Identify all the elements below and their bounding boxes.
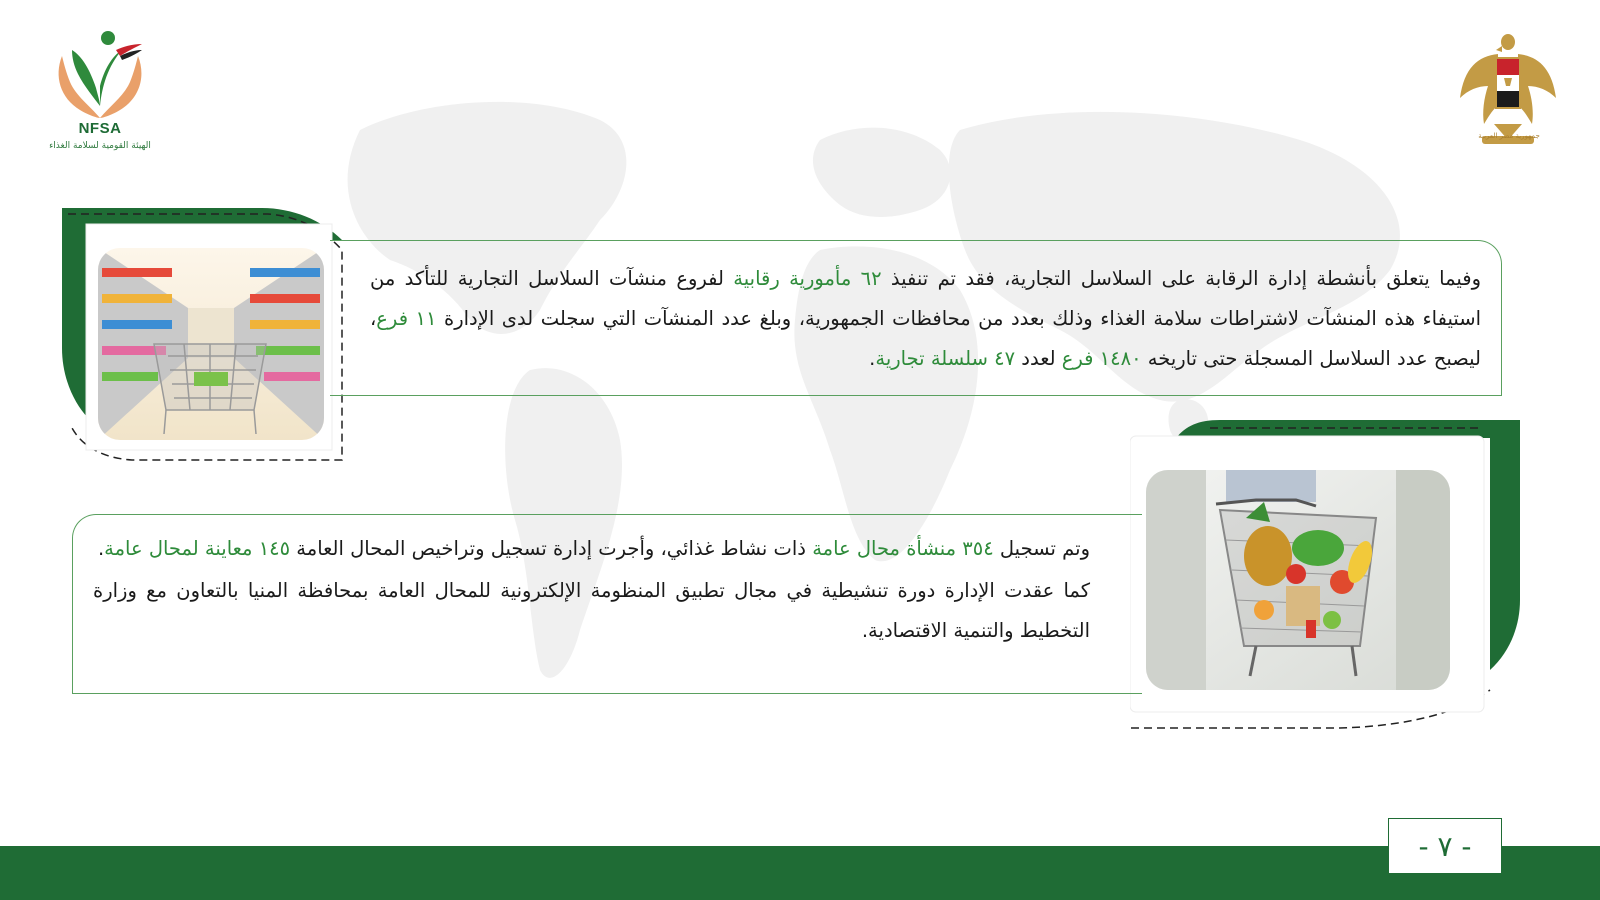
- section1-text-part: لعدد: [1015, 347, 1062, 370]
- section1-paragraph: [370, 259, 1481, 379]
- registered-branches-count: ١١ فرع: [376, 307, 437, 330]
- inspections-count: ١٤٥ معاينة لمحال عامة: [104, 537, 291, 560]
- section1-text-part: ، ليصبح عدد السلاسل المسجلة حتى تاريخه: [370, 307, 1481, 370]
- section1-text-part: .: [869, 347, 876, 370]
- section2-text-box: [72, 514, 1142, 694]
- nfsa-hands-leaf-icon: [50, 26, 150, 122]
- section2-text-part: ذات نشاط غذائي، وأجرت إدارة تسجيل وتراخيص المحال العامة: [290, 537, 813, 560]
- section1-text-box: [330, 240, 1502, 396]
- supermarket-aisle-cart-photo: [98, 248, 324, 440]
- section2-text-part: .: [97, 537, 105, 560]
- section2-paragraph-1: [93, 529, 1090, 569]
- inspection-missions-count: ٦٢ مأمورية رقابية: [733, 267, 882, 290]
- footer-bar: [0, 846, 1600, 900]
- page-number: - ٧ -: [1388, 818, 1502, 874]
- emblem-caption: جمهورية مصر العربية: [1478, 132, 1540, 140]
- nfsa-subtitle: الهيئة القومية لسلامة الغذاء: [49, 141, 151, 151]
- commercial-chains-count: ٤٧ سلسلة تجارية: [875, 347, 1016, 370]
- section1-text-part: لفروع منشآت السلاسل التجارية للتأكد من استيفاء هذه المنشآت لاشتراطات سلامة الغذاء وذلك بعدد من محافظات الجمهورية، وبلغ عدد المنشآت التي سجلت لدى الإدارة: [370, 267, 1481, 330]
- section1-image-frame: [62, 208, 352, 473]
- public-shops-count: ٣٥٤ منشأة محال عامة: [812, 537, 994, 560]
- nfsa-logo: [40, 26, 160, 166]
- section2-text-part: وتم تسجيل: [993, 537, 1090, 560]
- grocery-cart-vegetables-photo: [1146, 470, 1450, 690]
- section2-paragraph-2: كما عقدت الإدارة دورة تنشيطية في مجال تطبيق المنظومة الإلكترونية للمحال العامة بمحافظة المنيا بالتعاون مع وزارة التخطيط والتنمية الاقتصادية.: [93, 579, 1090, 642]
- section1-text-part: وفيما يتعلق بأنشطة إدارة الرقابة على السلاسل التجارية، فقد تم تنفيذ: [881, 267, 1482, 290]
- total-branches-count: ١٤٨٠ فرع: [1061, 347, 1142, 370]
- nfsa-abbreviation: NFSA: [78, 120, 122, 137]
- section2-image-frame: [1130, 420, 1520, 735]
